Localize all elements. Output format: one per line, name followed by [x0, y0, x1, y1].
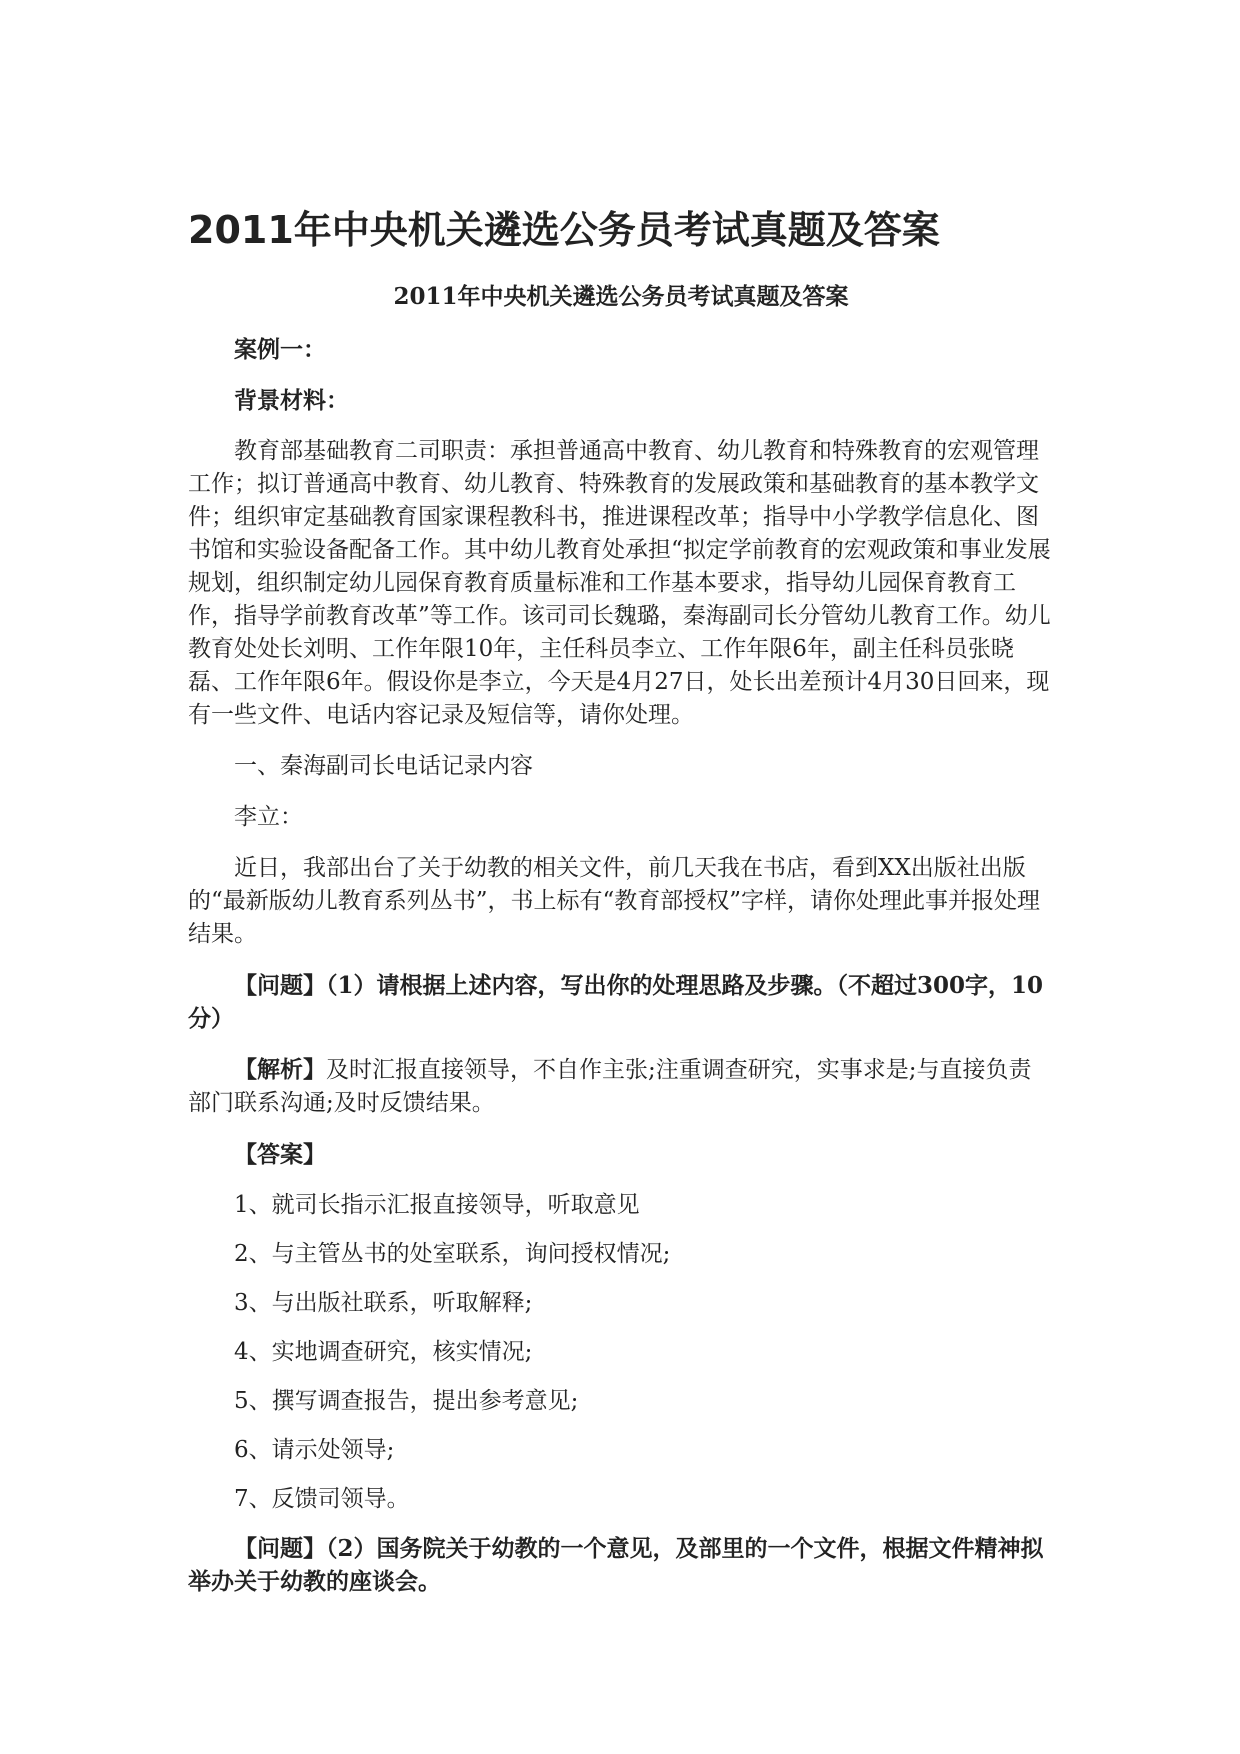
question-1-text: （1）请根据上述内容，写出你的处理思路及步骤。（不超过300字，10分）: [188, 972, 1044, 1032]
analysis: [188, 1053, 1054, 1120]
document-subtitle: 2011年中央机关遴选公务员考试真题及答案: [393, 283, 849, 310]
answer-item: 7、反馈司领导。: [234, 1486, 410, 1512]
section1-heading: 一、秦海副司长电话记录内容: [234, 753, 533, 779]
phone-record-paragraph: 近日，我部出台了关于幼教的相关文件，前几天我在书店，看到XX出版社出版的“最新版幼儿教育系列丛书”，书上标有“教育部授权”字样，请你处理此事并报处理结果。: [188, 855, 1041, 947]
answer-item: 5、撰写调查报告，提出参考意见;: [234, 1388, 579, 1414]
case-label: 案例一：: [234, 336, 326, 363]
background-label: 背景材料：: [234, 387, 349, 414]
answer-item: 6、请示处领导;: [234, 1437, 395, 1463]
question-1-label: 【问题】: [234, 972, 326, 999]
answer-item: 4、实地调查研究，核实情况;: [234, 1339, 533, 1365]
answer-item: 3、与出版社联系，听取解释;: [234, 1290, 533, 1316]
answer-item: 2、与主管丛书的处室联系，询问授权情况;: [234, 1241, 671, 1267]
answer-label: 【答案】: [234, 1141, 326, 1168]
document-title: 2011年中央机关遴选公务员考试真题及答案: [188, 208, 940, 252]
answer-item: 1、就司长指示汇报直接领导，听取意见: [234, 1192, 640, 1218]
question-2: [188, 1532, 1054, 1598]
background-paragraph: 教育部基础教育二司职责：承担普通高中教育、幼儿教育和特殊教育的宏观管理工作；拟订普通高中教育、幼儿教育、特殊教育的发展政策和基础教育的基本教学文件；组织审定基础教育国家课程教科书，推进课程改革；指导中小学教学信息化、图书馆和实验设备配备工作。其中幼儿教育处承担“拟定学前教育的宏观政策和事业发展规划，组织制定幼儿园保育教育质量标准和工作基本要求，指导幼儿园保育教育工作，指导学前教育改革”等工作。该司司长魏璐，秦海副司长分管幼儿教育工作。幼儿教育处处长刘明、工作年限10年，主任科员李立、工作年限6年，副主任科员张晓磊、工作年限6年。假设你是李立，今天是4月27日，处长出差预计4月30日回来，现有一些文件、电话内容记录及短信等，请你处理。: [188, 438, 1051, 728]
question-2-text: （2）国务院关于幼教的一个意见，及部里的一个文件，根据文件精神拟举办关于幼教的座谈会。: [188, 1535, 1044, 1595]
addressee: 李立：: [234, 804, 303, 830]
question-2-label: 【问题】: [234, 1535, 326, 1562]
analysis-text: 及时汇报直接领导，不自作主张;注重调查研究，实事求是;与直接负责部门联系沟通;及时反馈结果。: [188, 1057, 1032, 1116]
document-page: [188, 205, 1054, 1616]
question-1: [188, 969, 1054, 1035]
analysis-label: 【解析】: [234, 1056, 326, 1083]
